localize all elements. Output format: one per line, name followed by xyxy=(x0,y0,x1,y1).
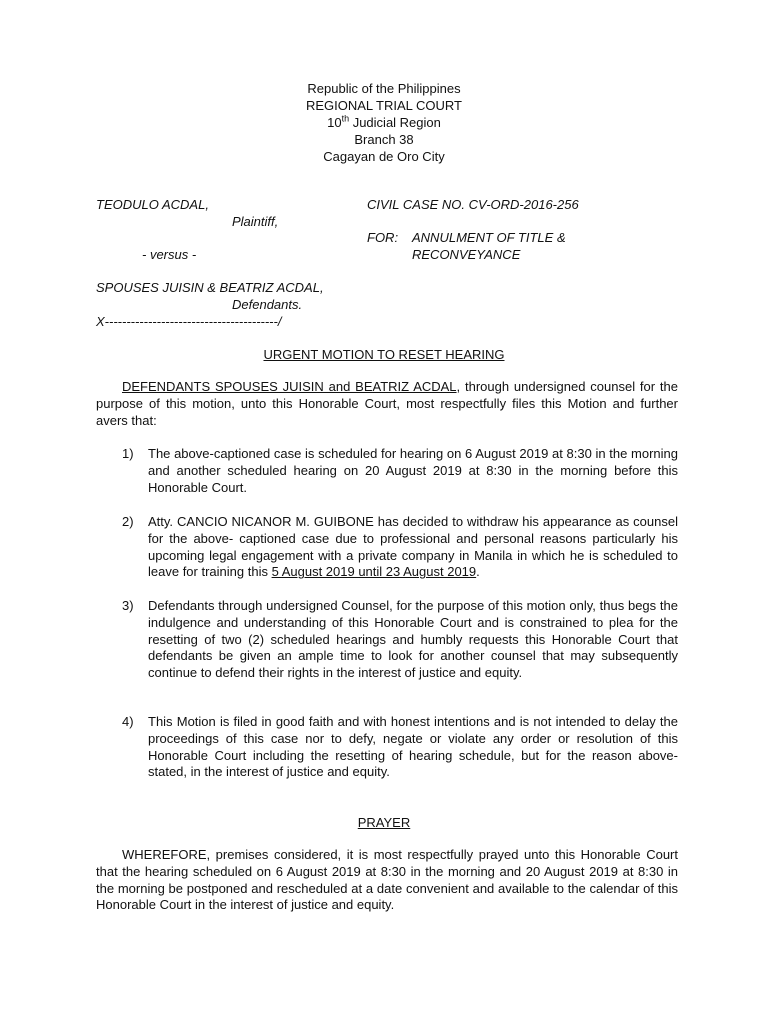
court-header xyxy=(0,80,768,165)
civil-case-number: CIVIL CASE NO. CV-ORD-2016-256 xyxy=(367,197,579,212)
court-region xyxy=(0,114,768,131)
intro-paragraph xyxy=(96,379,678,429)
prayer-paragraph: WHEREFORE, premises considered, it is most respectfully prayed unto this Honorable Court that the hearing scheduled on 6 August 2019 at 8:30 in the morning and 20 August 2019 at 8:30 in the morning be postponed and rescheduled at a date convenient and available to the calendar of this Honorable Court in the interest of justice and equity. xyxy=(96,847,678,913)
motion-title: URGENT MOTION TO RESET HEARING xyxy=(263,347,505,362)
court-city: Cagayan de Oro City xyxy=(323,149,445,164)
item-4-number: 4) xyxy=(122,714,134,729)
item-2-text xyxy=(148,514,678,581)
item-3-text: Defendants through undersigned Counsel, for the purpose of this motion only, thus begs the indulgence and understanding of this Honorable Court and is constrained to plea for the resetting of two (2) scheduled hearings and humbly requests this Honorable Court that defendants be given an ample time to look for another counsel that may subsequently continue to defend their rights in the interest of justice and equity. xyxy=(148,598,678,681)
plaintiff-role: Plaintiff, xyxy=(232,214,279,229)
defendant-role: Defendants. xyxy=(232,297,303,312)
item-3-number: 3) xyxy=(122,598,134,613)
plaintiff-name: TEODULO ACDAL, xyxy=(96,197,209,212)
prayer-heading: PRAYER xyxy=(357,815,411,830)
item-1-number: 1) xyxy=(122,446,134,461)
intro-text: , through undersigned counsel for the purpose of this motion, unto this Honorable Court, most respectfully files this Motion and further avers that: xyxy=(96,379,679,428)
region-text: Judicial Region xyxy=(349,115,441,130)
intro-lead: DEFENDANTS SPOUSES JUISIN and BEATRIZ ACDAL xyxy=(122,379,457,394)
court-republic: Republic of the Philippines xyxy=(307,81,461,96)
item-2-tail: . xyxy=(476,564,480,580)
court-branch: Branch 38 xyxy=(354,132,414,147)
court-name: REGIONAL TRIAL COURT xyxy=(305,98,463,113)
nature-of-case-line1: ANNULMENT OF TITLE & xyxy=(412,230,566,245)
for-label: FOR: xyxy=(367,230,399,245)
item-4-text: This Motion is filed in good faith and with honest intentions and is not intended to delay the proceedings of this case nor to defy, negate or violate any order or resolution of this Honorable Court including the resetting of hearing schedule, but for the reason above-stated, in the interest of justice and equity. xyxy=(148,714,678,780)
item-1-text: The above-captioned case is scheduled for hearing on 6 August 2019 at 8:30 in the morning and another scheduled hearing on 20 August 2019 at 8:30 in the morning before this Honorable Court. xyxy=(148,446,678,495)
defendant-name: SPOUSES JUISIN & BEATRIZ ACDAL, xyxy=(96,280,324,295)
versus-label: - versus - xyxy=(142,247,197,262)
region-suffix: th xyxy=(341,113,350,124)
nature-of-case-line2: RECONVEYANCE xyxy=(412,247,521,262)
item-2-body: Atty. CANCIO NICANOR M. GUIBONE has decided to withdraw his appearance as counsel for the above- captioned case due to professional and personal reasons particularly his upcoming legal engagement with a private company in Manila in which he is scheduled to leave for training this xyxy=(148,514,678,580)
item-2-training-dates: 5 August 2019 until 23 August 2019 xyxy=(271,564,477,580)
region-number: 10 xyxy=(327,115,342,130)
item-2-number: 2) xyxy=(122,514,134,529)
caption-closing-line: X----------------------------------------/ xyxy=(96,314,282,329)
